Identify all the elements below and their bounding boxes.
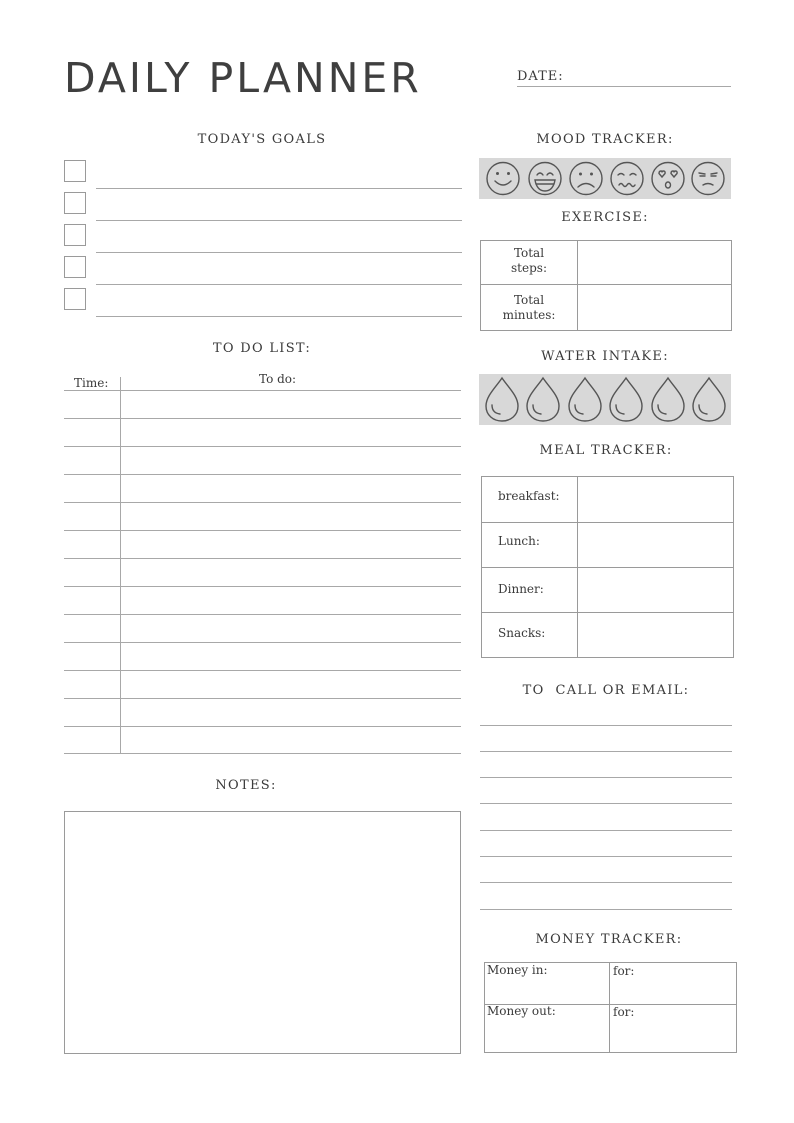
contact-line[interactable]: [480, 803, 732, 804]
contact-line[interactable]: [480, 856, 732, 857]
goal-line[interactable]: [96, 284, 462, 285]
todo-column-header: To do:: [259, 372, 297, 386]
water-drop-icon[interactable]: [693, 378, 725, 421]
steps-label-line2: steps:: [511, 261, 547, 275]
snacks-label: Snacks:: [498, 626, 546, 640]
water-band: [479, 374, 731, 425]
lunch-label: Lunch:: [498, 534, 540, 548]
goal-checkbox[interactable]: [64, 288, 86, 310]
goal-checkbox[interactable]: [64, 192, 86, 214]
contact-line[interactable]: [480, 882, 732, 883]
goal-line[interactable]: [96, 220, 462, 221]
minutes-input[interactable]: [578, 285, 731, 330]
water-drop-icon[interactable]: [486, 378, 518, 421]
contact-line[interactable]: [480, 725, 732, 726]
goal-line[interactable]: [96, 188, 462, 189]
minutes-label-line1: Total: [513, 293, 545, 307]
todo-row-line[interactable]: [64, 446, 461, 447]
page-title: DAILY PLANNER: [64, 54, 422, 102]
snacks-input[interactable]: [578, 613, 733, 657]
todo-row-line[interactable]: [64, 670, 461, 671]
goals-heading: TODAY'S GOALS: [197, 132, 327, 147]
money-in-for-label: for:: [613, 964, 635, 978]
steps-label: [481, 246, 577, 276]
date-field[interactable]: [517, 86, 731, 87]
water-drop-icon[interactable]: [610, 378, 642, 421]
goal-checkbox[interactable]: [64, 256, 86, 278]
heart-eyes-icon[interactable]: [652, 163, 684, 195]
todo-heading: TO DO LIST:: [212, 341, 312, 356]
todo-rows: [64, 390, 461, 754]
water-drop-icon[interactable]: [569, 378, 601, 421]
contact-line[interactable]: [480, 909, 732, 910]
goals-list: [64, 160, 462, 320]
meal-heading: MEAL TRACKER:: [539, 443, 673, 458]
meal-table: [481, 476, 734, 658]
todo-row-line[interactable]: [64, 502, 461, 503]
sad-icon[interactable]: [570, 163, 602, 195]
breakfast-input[interactable]: [578, 477, 733, 522]
goal-line[interactable]: [96, 316, 462, 317]
steps-label-line1: Total: [513, 246, 545, 260]
money-out-label: Money out:: [487, 1004, 556, 1018]
dinner-input[interactable]: [578, 568, 733, 612]
money-in-label: Money in:: [487, 963, 548, 977]
todo-row-line[interactable]: [64, 474, 461, 475]
todo-row-line[interactable]: [64, 530, 461, 531]
todo-row-line[interactable]: [64, 726, 461, 727]
annoyed-icon[interactable]: [692, 163, 724, 195]
money-out-for-label: for:: [613, 1005, 635, 1019]
todo-row-line[interactable]: [64, 753, 461, 754]
todo-row-line[interactable]: [64, 698, 461, 699]
minutes-label: [481, 293, 577, 323]
time-column-header: Time:: [74, 376, 109, 390]
money-table: [484, 962, 737, 1053]
goal-checkbox[interactable]: [64, 224, 86, 246]
water-heading: WATER INTAKE:: [541, 349, 669, 364]
contacts-lines: [480, 725, 732, 915]
todo-row-line[interactable]: [64, 614, 461, 615]
queasy-icon[interactable]: [611, 163, 643, 195]
todo-row-line[interactable]: [64, 418, 461, 419]
exercise-heading: EXERCISE:: [561, 210, 649, 225]
breakfast-label: breakfast:: [498, 489, 560, 503]
steps-input[interactable]: [578, 241, 731, 284]
mood-heading: MOOD TRACKER:: [536, 132, 674, 147]
goal-line[interactable]: [96, 252, 462, 253]
contact-line[interactable]: [480, 751, 732, 752]
contact-line[interactable]: [480, 830, 732, 831]
contacts-heading: TO CALL OR EMAIL:: [522, 683, 690, 698]
mood-band: [479, 158, 731, 199]
todo-row-line[interactable]: [64, 558, 461, 559]
goal-checkbox[interactable]: [64, 160, 86, 182]
todo-row-line[interactable]: [64, 642, 461, 643]
todo-row-line: [64, 390, 461, 391]
money-column-divider: [609, 963, 610, 1052]
date-label: DATE:: [517, 69, 564, 84]
smile-icon[interactable]: [487, 163, 519, 195]
notes-heading: NOTES:: [215, 778, 277, 793]
money-heading: MONEY TRACKER:: [535, 932, 683, 947]
laugh-icon[interactable]: [529, 163, 561, 195]
contact-line[interactable]: [480, 777, 732, 778]
minutes-label-line2: minutes:: [502, 308, 556, 322]
water-drop-icon[interactable]: [527, 378, 559, 421]
exercise-table: [480, 240, 732, 331]
todo-row-line[interactable]: [64, 586, 461, 587]
water-drop-icon[interactable]: [652, 378, 684, 421]
dinner-label: Dinner:: [498, 582, 544, 596]
lunch-input[interactable]: [578, 523, 733, 567]
notes-box[interactable]: [64, 811, 461, 1054]
